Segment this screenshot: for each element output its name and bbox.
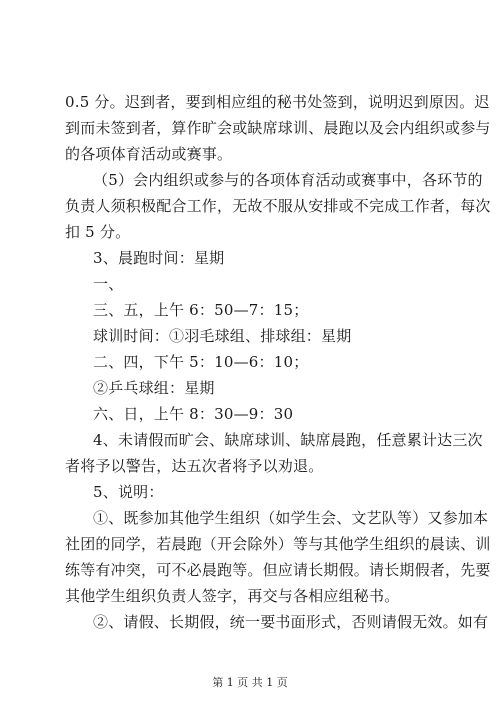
- text-line: 0.5 分。迟到者，要到相应组的秘书处签到，说明迟到原因。迟: [65, 93, 490, 111]
- text-line: 5、说明：: [93, 483, 164, 501]
- text-line: 的各项体育活动或赛事。: [65, 145, 233, 163]
- text-line: 一、: [93, 275, 124, 293]
- text-line: 社团的同学，若晨跑（开会除外）等与其他学生组织的晨读、训: [65, 535, 491, 553]
- text-line: 其他学生组织负责人签字，再交与各相应组秘书。: [65, 587, 400, 605]
- text-line: 球训时间：①羽毛球组、排球组：星期: [93, 327, 352, 345]
- text-line: （5）会内组织或参与的各项体育活动或赛事中，各环节的: [93, 171, 483, 189]
- text-line: 到而未签到者，算作旷会或缺席球训、晨跑以及会内组织或参与: [65, 119, 491, 137]
- text-line: 3、晨跑时间：星期: [93, 249, 225, 267]
- page-footer: 第 1 页 共 1 页: [212, 676, 288, 689]
- text-line: ①、既参加其他学生组织（如学生会、文艺队等）又参加本: [93, 509, 489, 527]
- text-line: 三、五，上午 6：50—7：15；: [93, 301, 309, 319]
- text-line: 二、四，下午 5：10—6：10；: [93, 353, 309, 371]
- text-line: 扣 5 分。: [65, 223, 131, 241]
- text-line: ②乒乓球组：星期: [93, 379, 215, 397]
- text-line: 4、未请假而旷会、缺席球训、缺席晨跑，任意累计达三次: [93, 431, 483, 449]
- text-line: 六、日，上午 8：30—9：30: [93, 405, 294, 423]
- text-line: 负责人须积极配合工作，无故不服从安排或不完成工作者，每次: [65, 197, 491, 215]
- text-line: ②、请假、长期假，统一要书面形式，否则请假无效。如有: [93, 613, 489, 631]
- text-line: 练等有冲突，可不必晨跑等。但应请长期假。请长期假者，先要: [65, 561, 491, 579]
- text-line: 者将予以警告，达五次者将予以劝退。: [65, 457, 324, 475]
